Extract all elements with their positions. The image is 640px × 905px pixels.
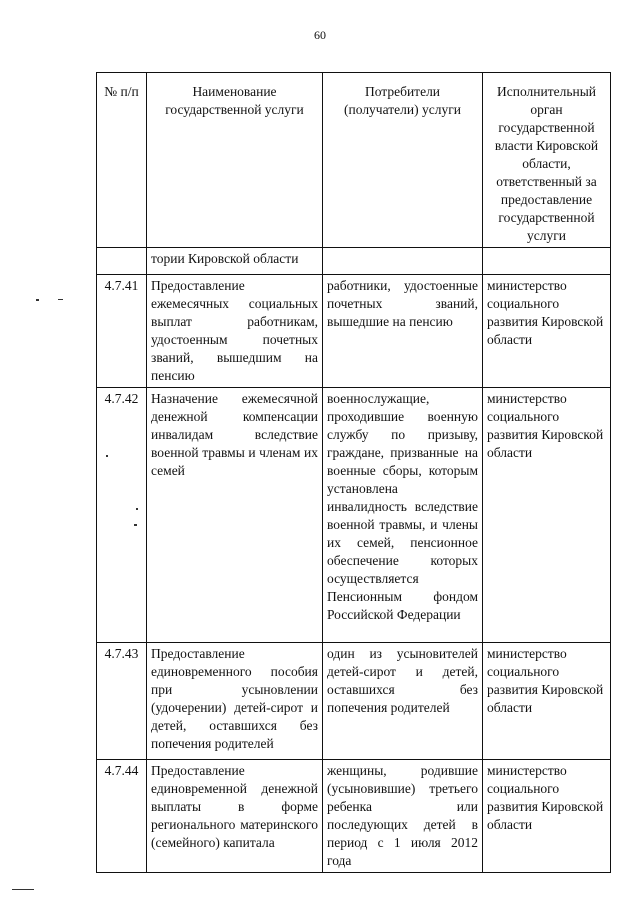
page-number: 60 <box>314 28 326 42</box>
scan-speck <box>134 524 137 526</box>
cell-agency: министерство социального развития Кировской области <box>483 643 611 760</box>
scan-speck <box>58 299 63 300</box>
header-recipients: Потребители (получатели) услуги <box>323 73 483 248</box>
cell-number: 4.7.44 <box>97 760 147 873</box>
cell-service-name: Предоставление единовременного пособия при усыновлении (удочерении) детей-сирот и детей, оставшихся без попечения родителей <box>147 643 323 760</box>
cell-number: 4.7.43 <box>97 643 147 760</box>
header-number: № п/п <box>97 73 147 248</box>
cell-service-name: Назначение ежемесячной денежной компенсации инвалидам вследствие военной травмы и членам их семей <box>147 388 323 643</box>
cell-recipients <box>323 248 483 275</box>
cell-agency: министерство социального развития Кировской области <box>483 275 611 388</box>
services-table <box>96 72 611 873</box>
scan-speck <box>36 299 39 301</box>
table-row <box>97 760 611 873</box>
cell-agency: министерство социального развития Кировской области <box>483 388 611 643</box>
cell-agency <box>483 248 611 275</box>
table-row <box>97 388 611 643</box>
table-row <box>97 643 611 760</box>
cell-number <box>97 248 147 275</box>
table-row-continuation <box>97 248 611 275</box>
cell-recipients: военнослужащие, проходившие военную службу по призыву, граждане, призванные на военные сборы, которым установлена инвалидность вследствие военной травмы, и члены их семей, пенсионное обеспечение которых осуществляется Пенсионным фондом Российской Федерации <box>323 388 483 643</box>
cell-service-name: тории Кировской области <box>147 248 323 275</box>
scan-speck <box>12 889 34 890</box>
cell-recipients: один из усыновителей детей-сирот и детей, оставшихся без попечения родителей <box>323 643 483 760</box>
cell-recipients: женщины, родившие (усыновившие) третьего ребенка или последующих детей в период с 1 июля 2012 года <box>323 760 483 873</box>
cell-recipients: работники, удостоенные почетных званий, вышедшие на пенсию <box>323 275 483 388</box>
cell-service-name: Предоставление единовременной денежной выплаты в форме регионального материнского (семейного) капитала <box>147 760 323 873</box>
header-service-name: Наименование государственной услуги <box>147 73 323 248</box>
header-agency: Исполнительный орган государственной власти Кировской области, ответственный за предоставление государственной услуги <box>483 73 611 248</box>
cell-agency: министерство социального развития Кировской области <box>483 760 611 873</box>
table-header-row <box>97 73 611 248</box>
table-row <box>97 275 611 388</box>
scan-speck <box>136 508 138 510</box>
scan-speck <box>106 455 108 457</box>
cell-service-name: Предоставление ежемесячных социальных выплат работникам, удостоенным почетных званий, вышедшим на пенсию <box>147 275 323 388</box>
cell-number: 4.7.42 <box>97 388 147 643</box>
cell-number: 4.7.41 <box>97 275 147 388</box>
